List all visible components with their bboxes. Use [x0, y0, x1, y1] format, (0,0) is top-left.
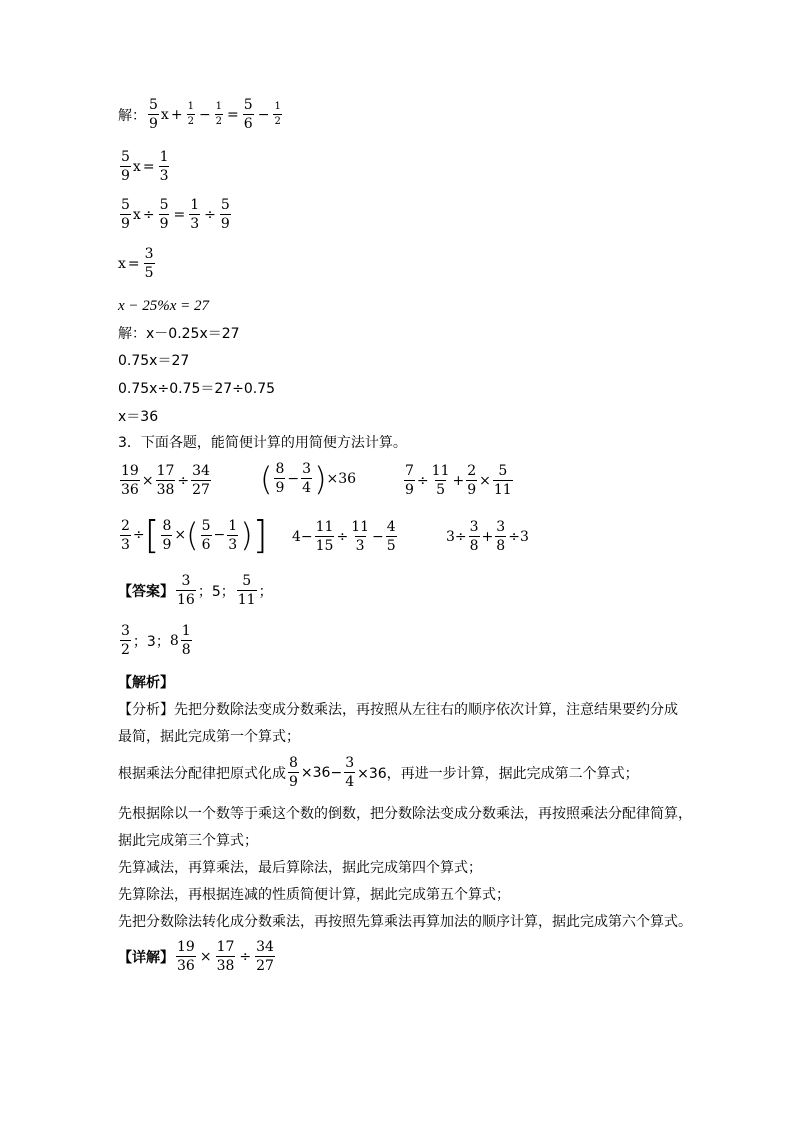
operator: + — [452, 472, 465, 489]
fraction: $\frac{1}{3}$ — [228, 517, 238, 553]
equation-line-1 — [118, 98, 284, 131]
fraction: $\frac{8}{9}$ — [162, 517, 172, 553]
operator: ÷ — [177, 472, 190, 489]
fraction: $\frac{3}{5}$ — [144, 246, 154, 281]
operator: ÷ — [416, 472, 429, 489]
operator: ÷ — [132, 527, 145, 543]
fraction: $\frac{5}{9}$ — [159, 197, 169, 232]
operator: − — [198, 106, 211, 123]
fraction: $\frac{11}{3}$ — [351, 519, 370, 554]
fraction: $\frac{3}{8}$ — [496, 519, 506, 554]
fraction: $\frac{3}{16}$ — [177, 573, 195, 608]
operator: × — [479, 472, 491, 489]
operator: × — [174, 527, 187, 543]
fraction: $\frac{5}{9}$ — [220, 197, 230, 232]
operator: = — [127, 255, 140, 272]
fraction: $\frac{19}{36}$ — [177, 939, 195, 974]
fraction: $\frac{5}{9}$ — [121, 149, 130, 184]
analysis-line-5: 据此完成第三个算式； — [118, 833, 258, 849]
fraction: $\frac{1}{3}$ — [159, 149, 169, 184]
equation-line-4 — [118, 247, 157, 280]
operator: − — [257, 106, 270, 123]
operator: ÷ — [142, 206, 155, 223]
fraction: $\frac{11}{15}$ — [315, 519, 334, 554]
analysis-line-6: 先算减法，再算乘法，最后算除法，据此完成第四个算式； — [118, 860, 482, 876]
fraction: $\frac{17}{38}$ — [156, 463, 175, 498]
analysis-line-3 — [118, 756, 639, 789]
operator: − — [372, 528, 384, 545]
separator: ； — [258, 583, 273, 600]
fraction: $\frac{11}{5}$ — [431, 463, 450, 498]
fraction: $\frac{3}{8}$ — [469, 519, 479, 554]
fraction: $\frac{3}{4}$ — [302, 461, 312, 496]
equation-line-6: 解：x－0.25x＝27 — [118, 326, 240, 342]
right-bracket: ] — [252, 513, 268, 557]
equation-line-8: 0.75x÷0.75＝27÷0.75 — [118, 381, 276, 397]
analysis-line-7: 先算除法，再根据连减的性质简便计算，据此完成第五个算式； — [118, 887, 510, 903]
answer-label: 【答案】 — [118, 583, 174, 600]
right-paren: ) — [314, 459, 327, 498]
operator: = — [142, 158, 155, 175]
right-paren: ) — [240, 516, 253, 554]
fraction: $\frac{8}{9}$ — [289, 755, 298, 790]
answer-line-1 — [118, 574, 273, 607]
analysis-line-8: 先把分数除法转化成分数乘法，再按照先算乘法再算加法的顺序计算，据此完成第六个算式。 — [118, 914, 692, 930]
equation-line-9: x＝36 — [118, 409, 159, 425]
fraction: $\frac{5}{11}$ — [493, 463, 512, 498]
detail-label: 【详解】 — [118, 949, 174, 966]
question-3-title: 3．下面各题，能简便计算的用简便方法计算。 — [118, 435, 407, 451]
problem-3 — [402, 464, 515, 497]
analysis-line-4: 先根据除以一个数等于乘这个数的倒数，把分数除法变成分数乘法，再按照乘法分配律简算， — [118, 806, 692, 822]
fraction: $\frac{34}{27}$ — [192, 463, 210, 498]
analysis-text: ×36− — [300, 764, 343, 781]
operator: × — [141, 472, 154, 489]
variable: x — [118, 255, 126, 272]
fraction: $\frac{2}{3}$ — [121, 517, 130, 553]
separator: ；3； — [132, 633, 170, 650]
variable: x — [132, 158, 141, 175]
mixed-whole: 8 — [169, 632, 179, 649]
variable: x — [132, 206, 141, 223]
operator: 3÷ — [446, 528, 467, 545]
operator: ÷ — [204, 206, 216, 223]
fraction: $\frac{5}{6}$ — [243, 97, 253, 132]
equation-line-7: 0.75x＝27 — [118, 353, 190, 369]
fraction: $\frac{5}{11}$ — [237, 573, 256, 608]
fraction: $\frac{5}{9}$ — [121, 197, 130, 232]
operator: − — [287, 470, 300, 487]
operator: + — [481, 528, 494, 545]
analysis-text: ×36，再进一步计算，据此完成第二个算式； — [357, 765, 639, 782]
fraction: $\frac{8}{9}$ — [275, 461, 285, 496]
variable: x — [160, 106, 169, 123]
analysis-label: 【解析】 — [118, 675, 174, 691]
problem-2 — [260, 459, 357, 498]
fraction: $\frac{1}{2}$ — [274, 101, 281, 127]
fraction: $\frac{2}{9}$ — [467, 463, 477, 498]
fraction: $\frac{19}{36}$ — [121, 463, 139, 498]
analysis-text: 根据乘法分配律把原式化成 — [118, 765, 286, 782]
fraction: $\frac{5}{6}$ — [201, 517, 211, 553]
fraction: $\frac{5}{9}$ — [149, 97, 158, 132]
problem-1 — [118, 464, 213, 497]
problem-6 — [446, 520, 529, 553]
answer-line-2 — [118, 624, 194, 657]
fraction: $\frac{4}{5}$ — [386, 519, 396, 554]
equation-line-5: x − 25%x = 27 — [118, 298, 210, 314]
problem-4 — [118, 513, 268, 557]
equation-line-3 — [118, 198, 233, 231]
detail-line — [118, 940, 277, 973]
fraction: $\frac{3}{2}$ — [121, 623, 130, 658]
operator: = — [173, 206, 186, 223]
operator: = — [227, 106, 239, 123]
left-paren: ( — [186, 516, 199, 554]
fraction: $\frac{3}{4}$ — [345, 755, 355, 790]
operator: ÷ — [336, 528, 349, 545]
fraction: $\frac{1}{3}$ — [190, 197, 200, 232]
fraction: $\frac{34}{27}$ — [256, 939, 274, 974]
equation-line-2 — [118, 150, 171, 183]
operator: ×36 — [326, 470, 357, 487]
operator: + — [170, 106, 183, 123]
fraction: $\frac{1}{8}$ — [181, 623, 191, 658]
fraction: $\frac{17}{38}$ — [216, 939, 235, 974]
analysis-line-1: 【分析】先把分数除法变成分数乘法，再按照从左往右的顺序依次计算，注意结果要约分成 — [118, 702, 678, 718]
operator: 4− — [292, 528, 313, 545]
fraction: $\frac{1}{2}$ — [215, 101, 223, 127]
left-paren: ( — [260, 459, 273, 498]
separator: ；5； — [197, 583, 235, 600]
operator: ÷3 — [508, 528, 529, 545]
solve-label: 解： — [118, 107, 146, 124]
operator: × — [199, 948, 212, 965]
operator: − — [213, 527, 226, 543]
fraction: $\frac{7}{9}$ — [405, 463, 414, 498]
operator: ÷ — [239, 948, 252, 965]
problem-5 — [292, 520, 399, 553]
fraction: $\frac{1}{2}$ — [187, 101, 194, 127]
left-bracket: [ — [144, 513, 160, 557]
analysis-line-2: 最简，据此完成第一个算式； — [118, 729, 300, 745]
